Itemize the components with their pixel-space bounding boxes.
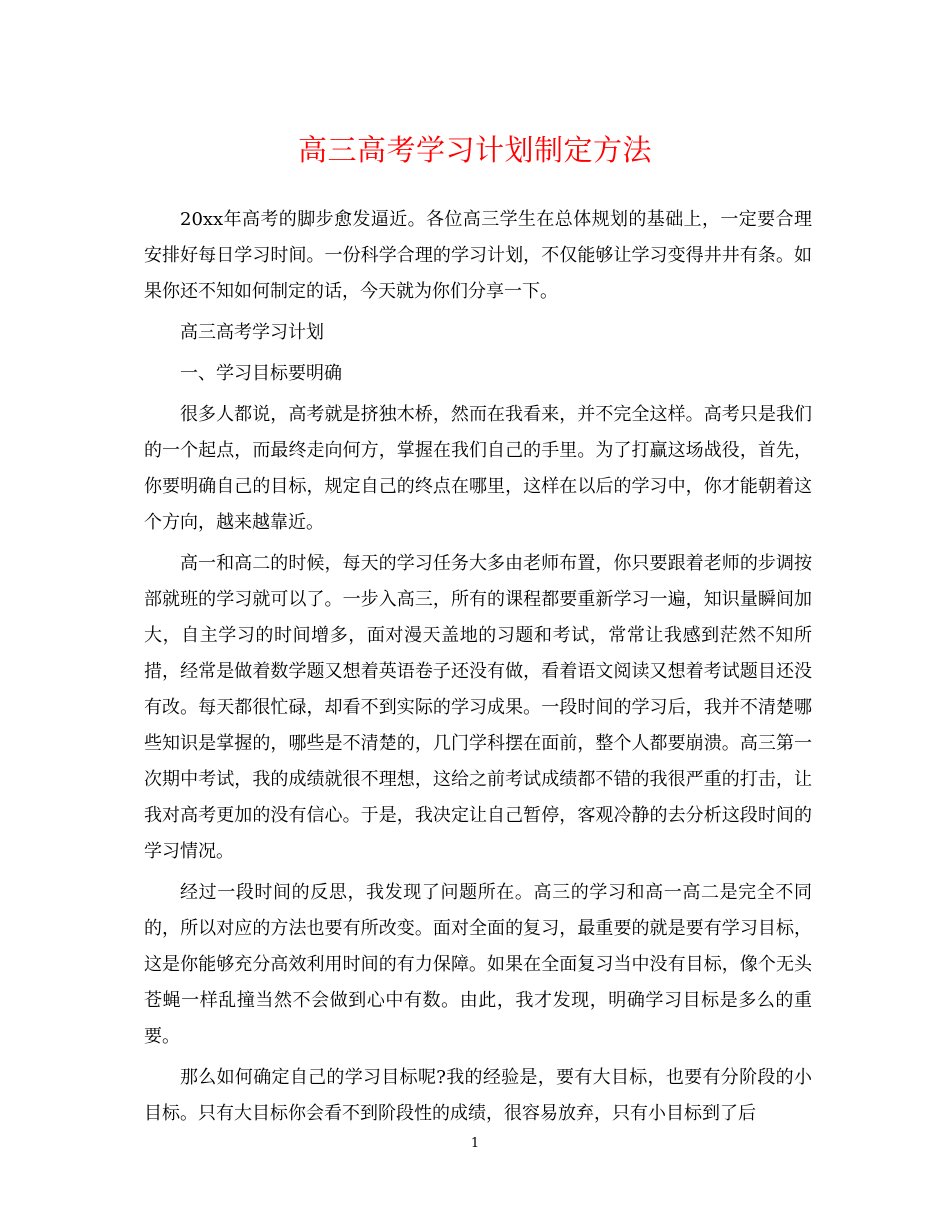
paragraph: 经过一段时间的反思，我发现了问题所在。高三的学习和高一高二是完全不同的，所以对应的方法也要有所改变。面对全面的复习，最重要的就是要有学习目标，这是你能够充分高效利用时间的有力保障。如果在全面复习当中没有目标，像个无头苍蝇一样乱撞当然不会做到心中有数。由此，我才发现，明确学习目标是多么的重要。: [144, 882, 812, 1047]
page-number: 1: [470, 1136, 480, 1151]
paragraph: 那么如何确定自己的学习目标呢?我的经验是，要有大目标，也要有分阶段的小目标。只有大目标你会看不到阶段性的成绩，很容易放弃，只有小目标到了后: [144, 1067, 812, 1124]
document-title: 高三高考学习计划制定方法: [297, 133, 652, 167]
section-heading: 高三高考学习计划: [180, 322, 324, 343]
paragraph: 很多人都说，高考就是挤独木桥，然而在我看来，并不完全这样。高考只是我们的一个起点，而最终走向何方，掌握在我们自己的手里。为了打赢这场战役，首先，你要明确自己的目标，规定自己的终点在哪里，这样在以后的学习中，你才能朝着这个方向，越来越靠近。: [144, 404, 812, 533]
document-body: [144, 202, 812, 1137]
paragraph-intro: 20xx年高考的脚步愈发逼近。各位高三学生在总体规划的基础上，一定要合理安排好每日学习时间。一份科学合理的学习计划，不仅能够让学习变得井井有条。如果你还不知如何制定的话，今天就为你们分享一下。: [144, 209, 812, 302]
paragraph: 高一和高二的时候，每天的学习任务大多由老师布置，你只要跟着老师的步调按部就班的学习就可以了。一步入高三，所有的课程都要重新学习一遍，知识量瞬间加大，自主学习的时间增多，面对漫天盖地的习题和考试，常常让我感到茫然不知所措，经常是做着数学题又想着英语卷子还没有做，看着语文阅读又想着考试题目还没有改。每天都很忙碌，却看不到实际的学习成果。一段时间的学习后，我并不清楚哪些知识是掌握的，哪些是不清楚的，几门学科摆在面前，整个人都要崩溃。高三第一次期中考试，我的成绩就很不理想，这给之前考试成绩都不错的我很严重的打击，让我对高考更加的没有信心。于是，我决定让自己暂停，客观冷静的去分析这段时间的学习情况。: [144, 553, 812, 862]
subsection-heading: 一、学习目标要明确: [180, 363, 342, 384]
